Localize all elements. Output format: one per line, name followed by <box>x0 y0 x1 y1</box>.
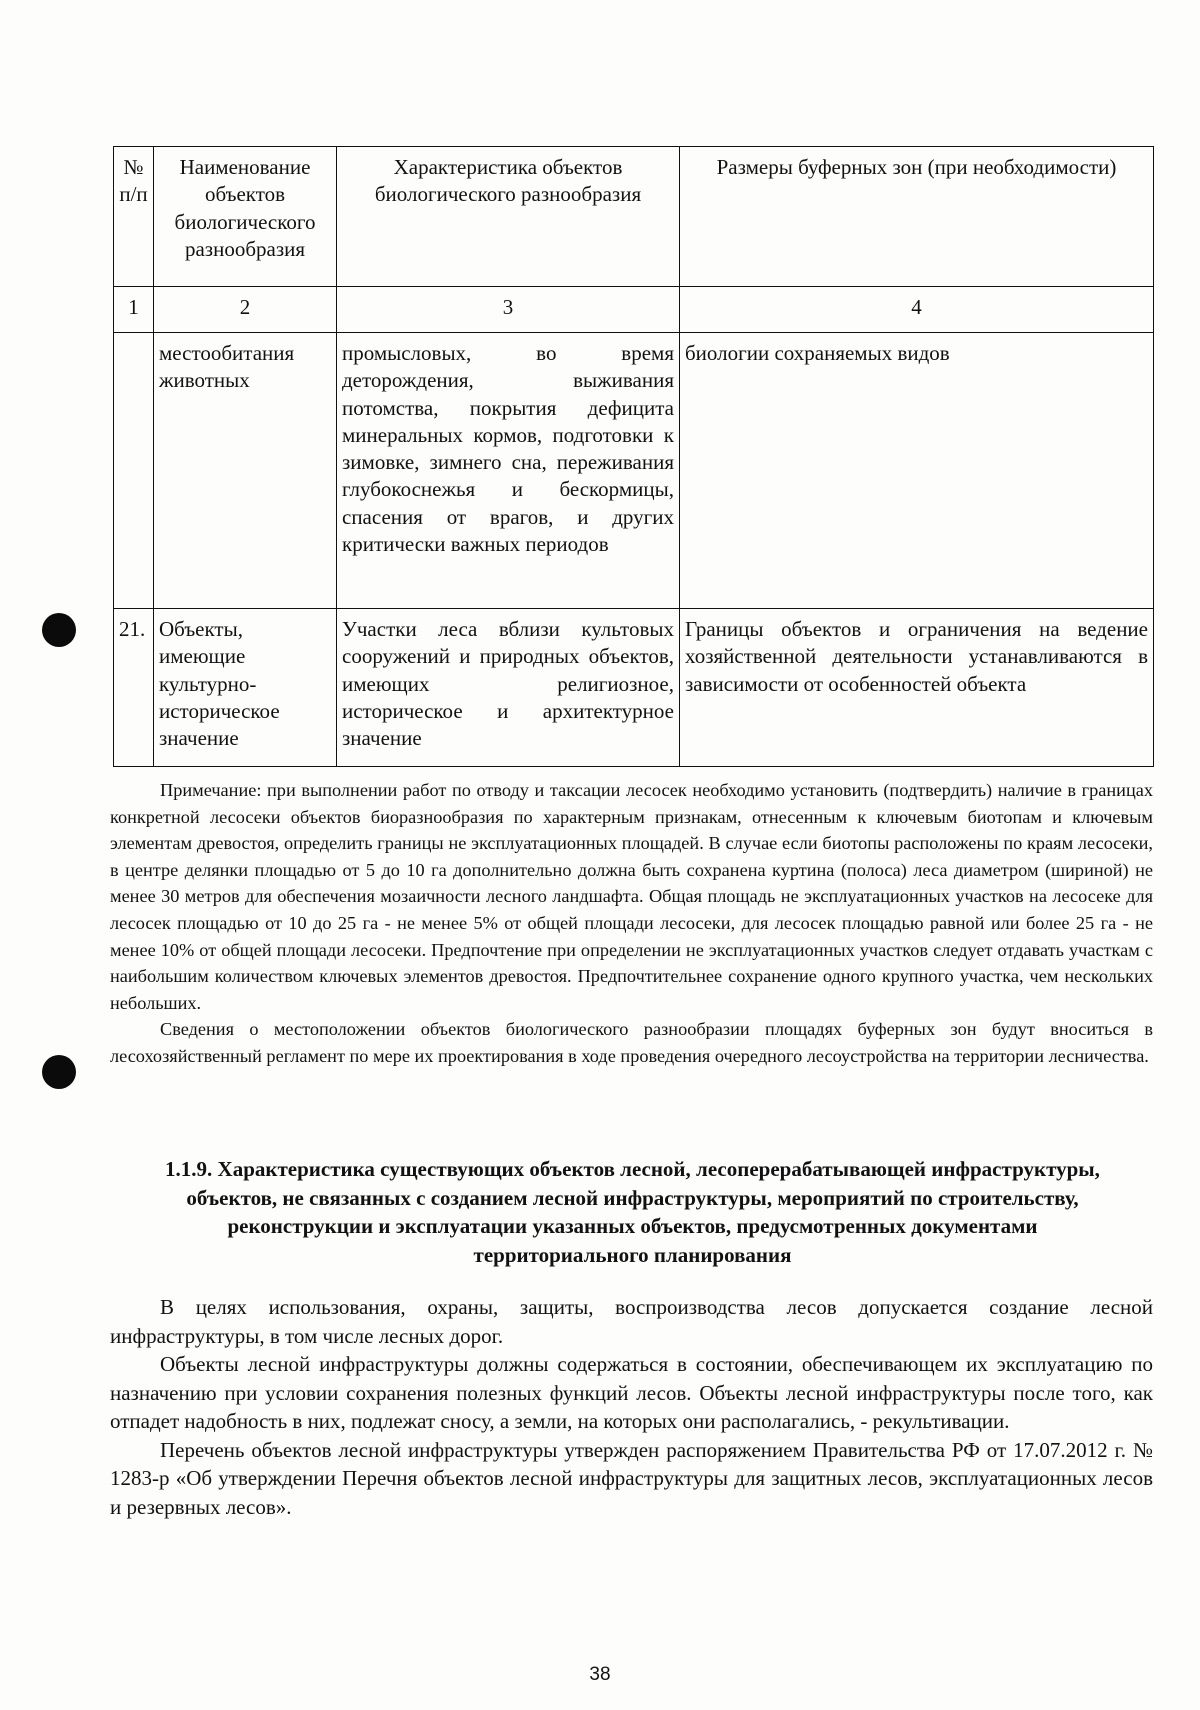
table-note <box>110 777 1153 1070</box>
punch-hole-top <box>42 613 76 647</box>
biodiversity-table <box>113 146 1153 767</box>
body-paragraph: Объекты лесной инфраструктуры должны содержаться в состоянии, обеспечивающем их эксплуатацию по назначению при условии сохранения полезных функций лесов. Объекты лесной инфраструктуры после того, как отпадет надобность в них, подлежат сносу, а земли, на которых они располагались, - рекультивации. <box>110 1352 1153 1433</box>
section-heading: 1.1.9. Характеристика существующих объектов лесной, лесоперерабатывающей инфраструктуры, объектов, не связанных с созданием лесной инфраструктуры, мероприятий по строительству, реконструкции и эксплуатации указанных объектов, предусмотренных документами территориального планирования <box>165 1157 1100 1267</box>
column-number: 4 <box>680 287 1154 333</box>
table-header-row <box>114 147 1154 287</box>
header-buffer-zones: Размеры буферных зон (при необходимости) <box>680 147 1154 287</box>
header-characteristic: Характеристика объектов биологического разнообразия <box>337 147 680 287</box>
punch-hole-bottom <box>42 1055 76 1089</box>
section-body <box>110 1293 1153 1521</box>
row-number: 21. <box>114 609 154 767</box>
body-paragraph: Перечень объектов лесной инфраструктуры утвержден распоряжением Правительства РФ от 17.07.2012 г. № 1283-р «Об утверждении Перечня объектов лесной инфраструктуры для защитных лесов, эксплуатационных лесов и резервных лесов». <box>110 1437 1153 1519</box>
row-buffer: биологии сохраняемых видов <box>680 333 1154 609</box>
table-row <box>114 333 1154 609</box>
column-number: 3 <box>337 287 680 333</box>
table-row <box>114 609 1154 767</box>
page-number: 38 <box>589 1664 611 1685</box>
row-object-name: местообитания животных <box>154 333 337 609</box>
body-paragraph: В целях использования, охраны, защиты, воспроизводства лесов допускается создание лесной инфраструктуры, в том числе лесных дорог. <box>110 1295 1153 1348</box>
header-number: № п/п <box>114 147 154 287</box>
row-description: промысловых, во время деторождения, выживания потомства, покрытия дефицита минеральных кормов, подготовки к зимовке, зимнего сна, переживания глубокоснежья и бескормицы, спасения от врагов, и других критически важных периодов <box>337 333 680 609</box>
row-buffer: Границы объектов и ограничения на ведение хозяйственной деятельности устанавливаются в зависимости от особенностей объекта <box>680 609 1154 767</box>
row-description: Участки леса вблизи культовых сооружений и природных объектов, имеющих религиозное, историческое и архитектурное значение <box>337 609 680 767</box>
column-number-row <box>114 287 1154 333</box>
row-number <box>114 333 154 609</box>
note-paragraph: Сведения о местоположении объектов биологического разнообразии площадях буферных зон будут вноситься в лесохозяйственный регламент по мере их проектирования в ходе проведения очередного лесоустройства на территории лесничества. <box>110 1019 1153 1066</box>
note-paragraph: Примечание: при выполнении работ по отводу и таксации лесосек необходимо установить (подтвердить) наличие в границах конкретной лесосеки объектов биоразнообразия по характерным признакам, отнесенным к ключевым биотопам и ключевым элементам древостоя, определить границы не эксплуатационных площадей. В случае если биотопы расположены по краям лесосеки, в центре делянки площадью от 5 до 10 га дополнительно должна быть сохранена куртина (полоса) леса диаметром (шириной) не менее 30 метров для обеспечения мозаичности лесного ландшафта. Общая площадь не эксплуатационных участков на лесосеке для лесосек площадью от 10 до 25 га - не менее 5% от общей площади лесосеки, для лесосек площадью равной или более 25 га - не менее 10% от общей площади лесосеки. Предпочтение при определении не эксплуатационных участков следует отдавать участкам с наибольшим количеством ключевых элементов древостоя. Предпочтительнее сохранение одного крупного участка, чем нескольких небольших. <box>110 780 1153 1013</box>
row-object-name: Объекты, имеющие культурно-историческое значение <box>154 609 337 767</box>
column-number: 1 <box>114 287 154 333</box>
column-number: 2 <box>154 287 337 333</box>
header-object-name: Наименование объектов биологического разнообразия <box>154 147 337 287</box>
